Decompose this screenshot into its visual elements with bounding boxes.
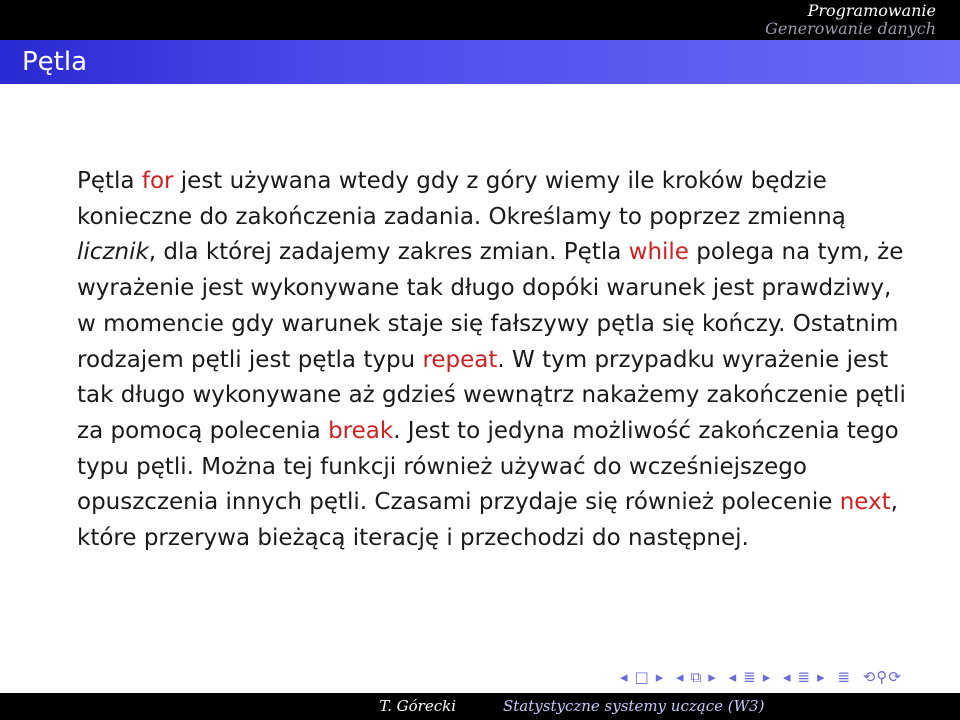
subsection-link[interactable]: Generowanie danych [765, 19, 936, 38]
footline [0, 693, 960, 720]
body-text-segment: polega na tym, że wyrażenie jest wykonywane tak długo dopóki warunek jest prawdziwy, w momencie gdy warunek staje się fałszywy pętla się kończy. Ostatnim rodzajem pętli jest pętla typu [77, 239, 904, 373]
slide-box-icon[interactable]: □ [634, 668, 650, 686]
appendix-icon[interactable]: ≣ [837, 668, 852, 686]
next-section-icon[interactable]: ▸ [817, 668, 826, 686]
search-icon[interactable]: ⟲⚲⟳ [862, 668, 902, 686]
body-text-segment: , które przerywa bieżącą iterację i przechodzi do następnej. [77, 489, 898, 552]
frame-stack-icon[interactable]: ⧉ [690, 668, 703, 686]
subsection-icon[interactable]: ≣ [743, 668, 757, 686]
body-text-segment: Pętla [77, 168, 142, 194]
next-slide-icon[interactable]: ▸ [655, 668, 665, 686]
keyword-break: break [328, 417, 394, 444]
footer-title: Statystyczne systemy uczące (W3) [503, 697, 765, 715]
top-nav-bar [0, 0, 960, 40]
prev-slide-icon[interactable]: ◂ [620, 668, 629, 686]
prev-subsection-icon[interactable]: ◂ [728, 668, 738, 686]
section-icon[interactable]: ≣ [797, 668, 812, 686]
frame-title-bar [0, 40, 960, 84]
section-navigation [480, 0, 960, 40]
keyword-repeat: repeat [422, 346, 498, 373]
prev-frame-icon[interactable]: ◂ [676, 668, 685, 686]
slide-body-text [77, 164, 907, 557]
body-text-segment: . W tym przypadku wyrażenie jest tak długo wykonywane aż gdzieś wewnątrz nakażemy zakończenie pętli za pomocą polecenia [77, 346, 906, 444]
prev-section-icon[interactable]: ◂ [783, 668, 792, 686]
footer-author: T. Górecki [379, 697, 456, 715]
section-link[interactable]: Programowanie [807, 1, 936, 20]
keyword-for: for [141, 168, 174, 194]
top-left-pane [0, 0, 480, 40]
emphasis-licznik: licznik [77, 239, 149, 266]
keyword-next: next [839, 489, 891, 516]
beamer-navigation-symbols [620, 668, 908, 690]
frame-title: Pętla [22, 47, 88, 77]
body-text-segment: , dla której zadajemy zakres zmian. Pętla [148, 239, 629, 266]
next-frame-icon[interactable]: ▸ [708, 668, 717, 686]
body-text-segment: . Jest to jedyna możliwość zakończenia tego typu pętli. Można tej funkcji również używać do wcześniejszego opuszczenia innych pętli. Czasami przydaje się również polecenie [77, 417, 899, 516]
keyword-while: while [628, 239, 689, 266]
next-subsection-icon[interactable]: ▸ [762, 668, 772, 686]
body-text-segment: jest używana wtedy gdy z góry wiemy ile kroków będzie konieczne do zakończenia zadania. Określamy to poprzez zmienną [77, 168, 846, 230]
